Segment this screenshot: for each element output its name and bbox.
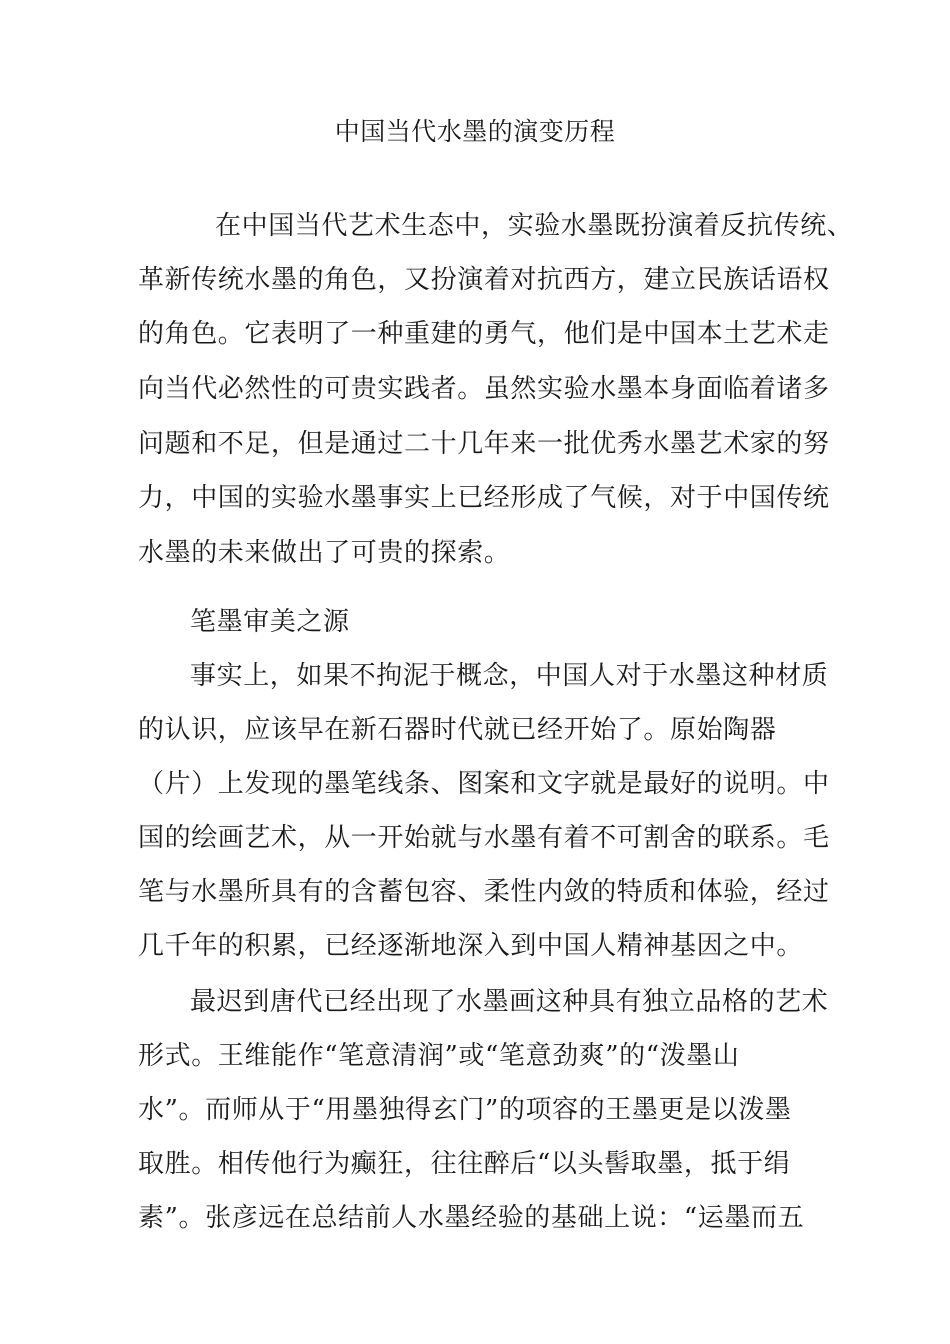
paragraph-line: 的认识，应该早在新石器时代就已经开始了。原始陶器: [138, 715, 777, 745]
paragraph-line: 国的绘画艺术，从一开始就与水墨有着不可割舍的联系。毛: [138, 823, 830, 853]
paragraph-line: 水”。而师从于“用墨独得玄门”的项容的王墨更是以泼墨: [138, 1095, 792, 1125]
paragraph-line: 最迟到唐代已经出现了水墨画这种具有独立品格的艺术: [190, 987, 829, 1017]
intro-line: 向当代必然性的可贵实践者。虽然实验水墨本身面临着诸多: [138, 374, 830, 404]
paragraph-line: 形式。王维能作“笔意清润”或“笔意劲爽”的“泼墨山: [138, 1041, 740, 1071]
intro-line: 问题和不足，但是通过二十几年来一批优秀水墨艺术家的努: [138, 429, 830, 459]
intro-line: 水墨的未来做出了可贵的探索。: [138, 538, 511, 568]
paragraph-line: 取胜。相传他行为癫狂，往往醉后“以头髻取墨，抵于绢: [138, 1149, 791, 1179]
intro-line: 革新传统水墨的角色，又扮演着对抗西方，建立民族话语权: [138, 265, 830, 295]
paragraph-line: （片）上发现的墨笔线条、图案和文字就是最好的说明。中: [138, 769, 830, 799]
intro-line: 的角色。它表明了一种重建的勇气，他们是中国本土艺术走: [138, 319, 830, 349]
intro-line: 在中国当代艺术生态中，实验水墨既扮演着反抗传统、: [215, 211, 854, 241]
intro-line: 力，中国的实验水墨事实上已经形成了气候，对于中国传统: [138, 483, 830, 513]
paragraph-line: 几千年的积累，已经逐渐地深入到中国人精神基因之中。: [138, 931, 804, 961]
paragraph-line: 事实上，如果不拘泥于概念，中国人对于水墨这种材质: [190, 661, 829, 691]
paragraph-line: 笔与水墨所具有的含蓄包容、柔性内敛的特质和体验，经过: [138, 877, 830, 907]
section-heading: 笔墨审美之源: [190, 607, 350, 637]
paragraph-line: 素”。张彦远在总结前人水墨经验的基础上说：“运墨而五: [138, 1203, 805, 1233]
document-title: 中国当代水墨的演变历程: [334, 117, 616, 146]
